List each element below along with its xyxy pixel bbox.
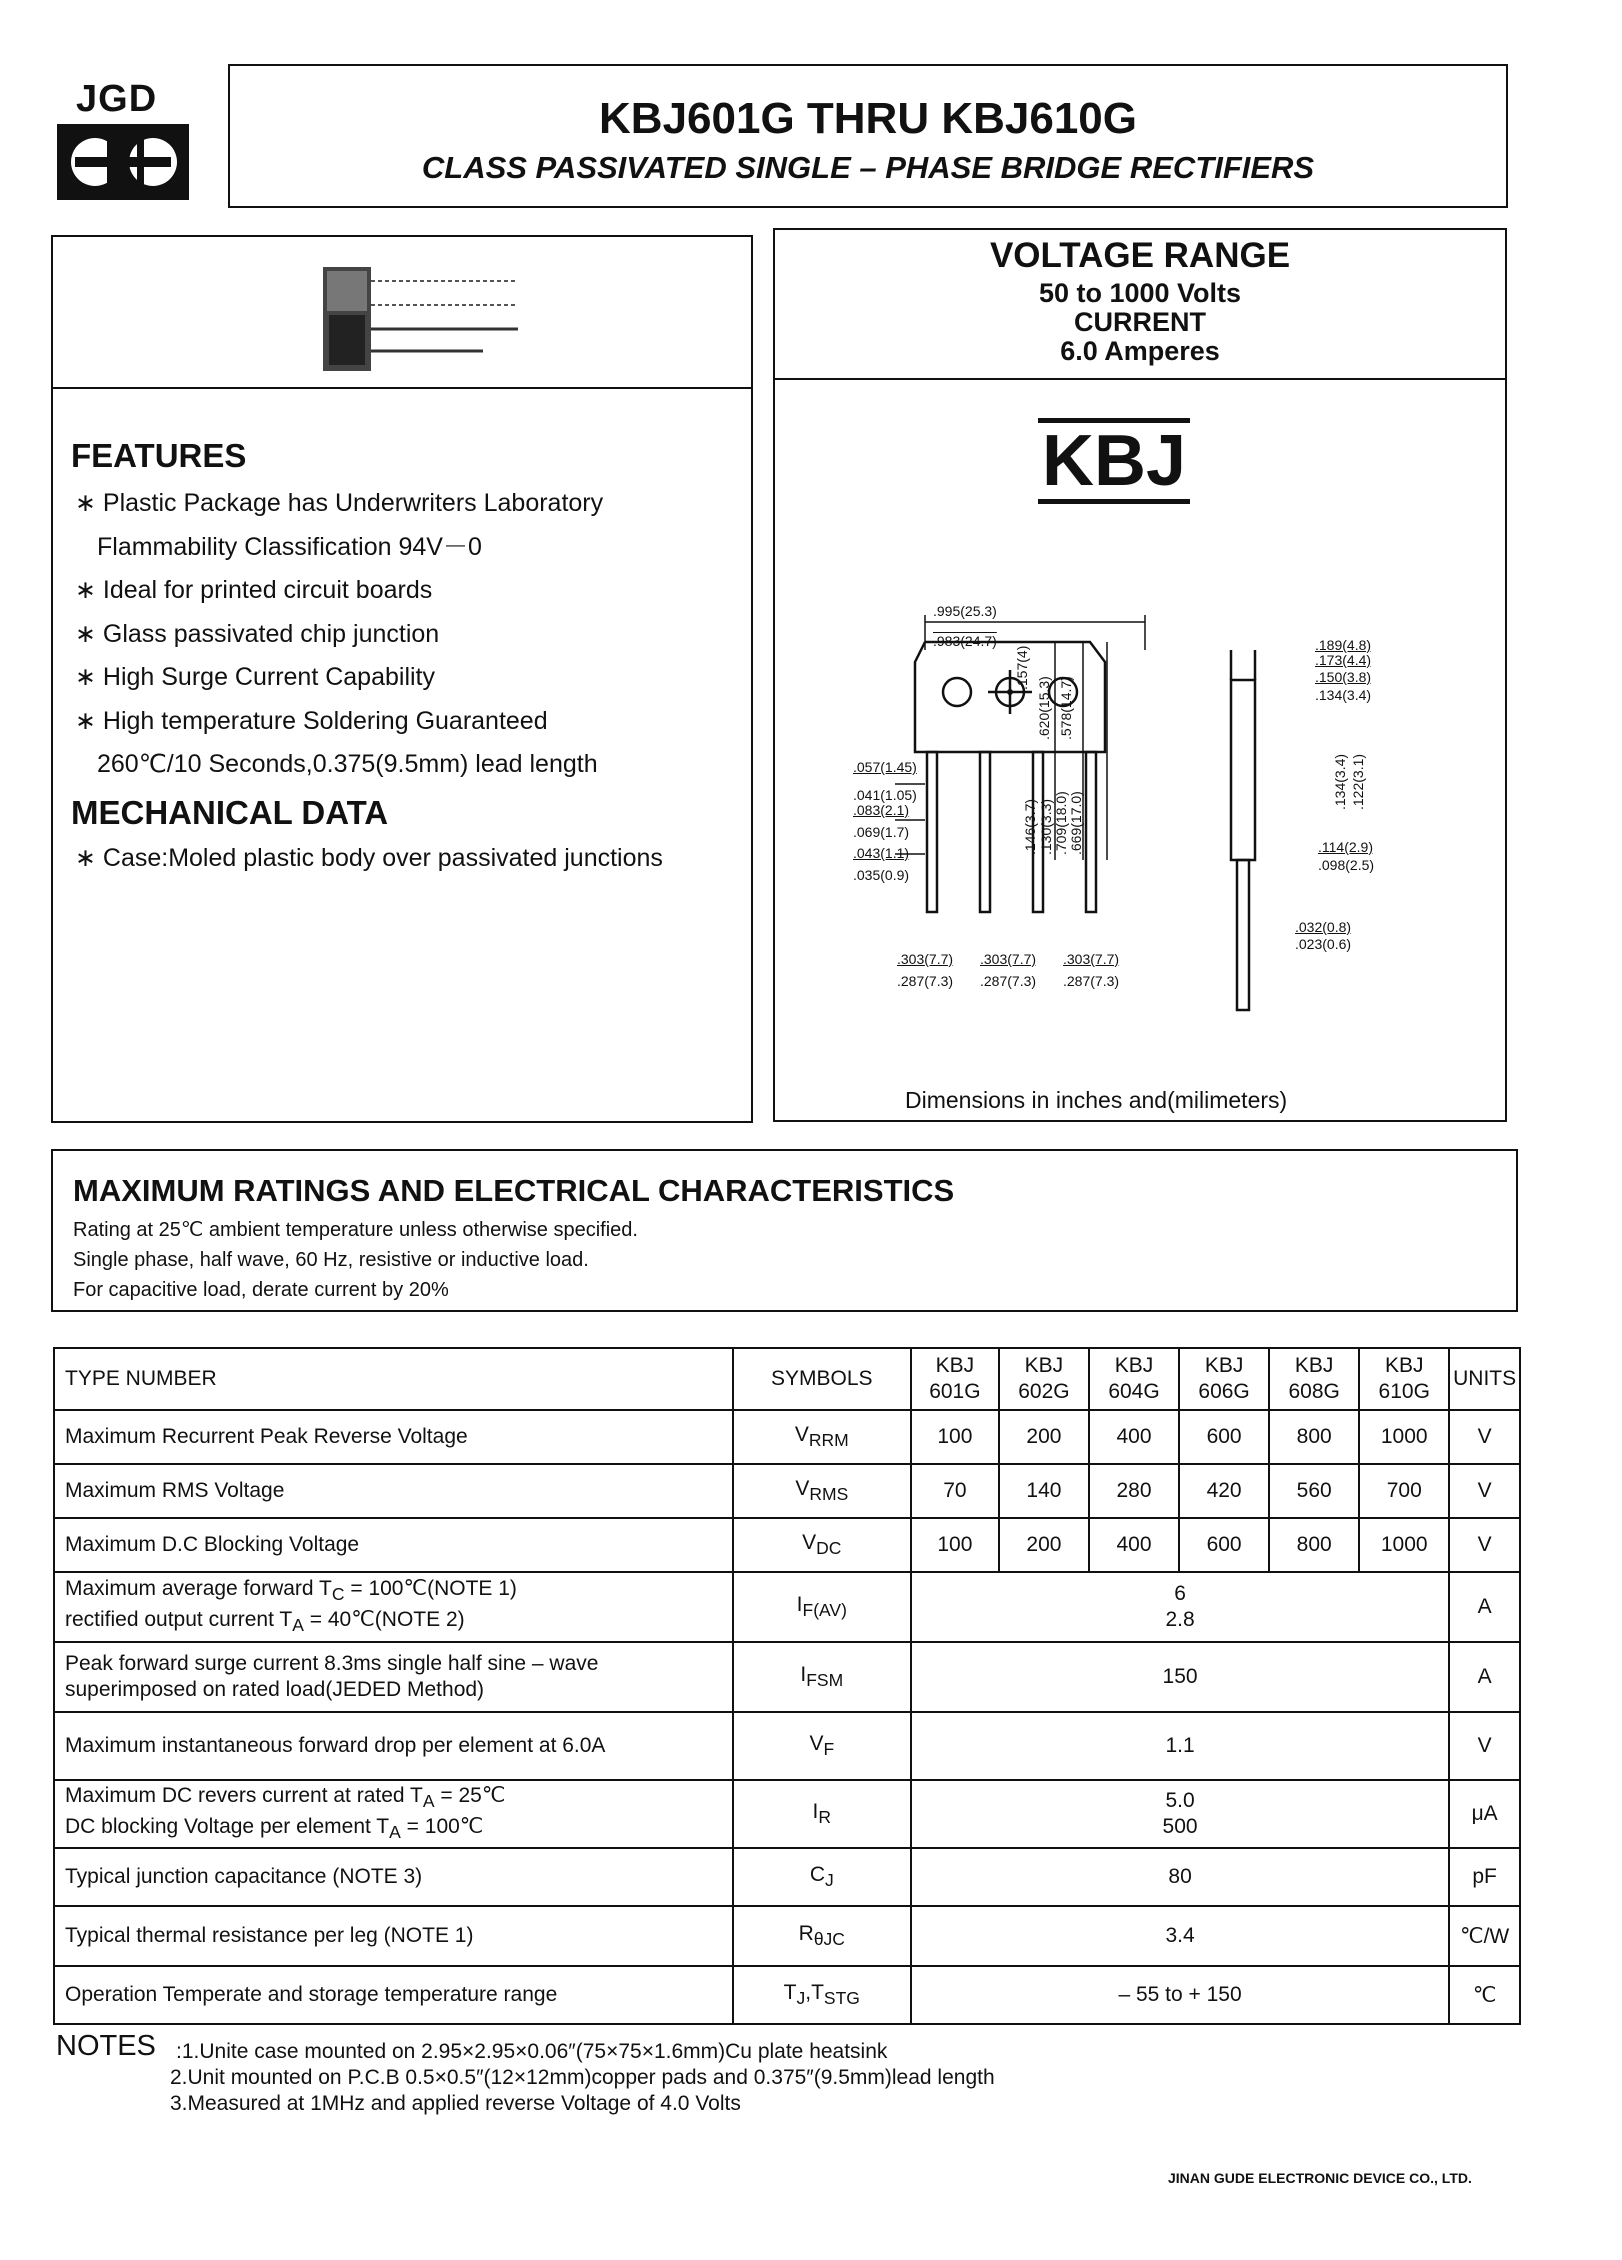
dim-label: .130(3.3) — [1038, 798, 1054, 855]
dim-label: .620(15.3) — [1036, 676, 1052, 740]
row-label: Typical thermal resistance per leg (NOTE 1) — [54, 1906, 733, 1966]
row-value: 140 — [999, 1464, 1089, 1518]
dim-label: .114(2.9) — [1318, 839, 1373, 855]
row-label: Maximum instantaneous forward drop per element at 6.0A — [54, 1712, 733, 1780]
row-unit: ℃/W — [1449, 1906, 1520, 1966]
dim-label: .669(17.0) — [1068, 791, 1084, 855]
header-model: KBJ 606G — [1179, 1348, 1269, 1410]
row-value: 1000 — [1359, 1410, 1449, 1464]
features-list — [75, 482, 735, 787]
table-row — [54, 1410, 1520, 1464]
row-value: 700 — [1359, 1464, 1449, 1518]
features-heading: FEATURES — [71, 437, 247, 474]
row-symbol: $R_{\theta JC}$ — [733, 1906, 911, 1966]
table-row — [54, 1966, 1520, 2024]
row-value: 80 — [911, 1848, 1449, 1906]
dim-label: .069(1.7) — [853, 824, 910, 840]
table-row — [54, 1906, 1520, 1966]
ratings-note: For capacitive load, derate current by 20% — [73, 1279, 449, 1301]
dim-label: .043(1.1) — [853, 845, 910, 861]
voltage-range-value: 50 to 1000 Volts — [1038, 278, 1242, 308]
dim-label: .134(3.4) — [1315, 687, 1372, 703]
ratings-note: Rating at 25℃ ambient temperature unless otherwise specified. — [73, 1219, 638, 1241]
dim-label: .134(3.4) — [1332, 753, 1348, 810]
row-symbol: $V_{RRM}$ — [733, 1410, 911, 1464]
note-item: 2.Unit mounted on P.C.B 0.5×0.5″(12×12mm)copper pads and 0.375″(9.5mm)lead length — [170, 2066, 995, 2089]
feature-item: ∗ Ideal for printed circuit boards — [75, 576, 433, 604]
row-value: 70 — [911, 1464, 999, 1518]
table-row — [54, 1642, 1520, 1712]
row-symbol: $T_J,T_{STG}$ — [733, 1966, 911, 2024]
brand-logo-icon — [55, 122, 191, 202]
package-side-drawing — [1215, 630, 1275, 1210]
brand-logo-text: JGD — [76, 78, 158, 120]
header-model: KBJ 608G — [1269, 1348, 1359, 1410]
row-symbol: $V_{RMS}$ — [733, 1464, 911, 1518]
ratings-box — [51, 1149, 1518, 1312]
feature-item: Flammability Classification 94V－0 — [97, 532, 482, 561]
header-model: KBJ 604G — [1089, 1348, 1179, 1410]
table-row — [54, 1712, 1520, 1780]
note-item: 3.Measured at 1MHz and applied reverse Voltage of 4.0 Volts — [170, 2092, 741, 2115]
ratings-note: Single phase, half wave, 60 Hz, resistive or inductive load. — [73, 1249, 589, 1271]
header-model: KBJ 610G — [1359, 1348, 1449, 1410]
row-value: 280 — [1089, 1464, 1179, 1518]
notes-heading: NOTES — [56, 2030, 156, 2062]
feature-item: ∗ High Surge Current Capability — [75, 663, 435, 691]
dim-label: .287(7.3) — [1063, 973, 1120, 989]
row-unit: A — [1449, 1572, 1520, 1642]
row-symbol: $I_{F(AV)}$ — [733, 1572, 911, 1642]
row-value: 3.4 — [911, 1906, 1449, 1966]
dim-label: .150(3.8) — [1315, 669, 1372, 685]
note-item: :1.Unite case mounted on 2.95×2.95×0.06″(75×75×1.6mm)Cu plate heatsink — [176, 2040, 888, 2063]
dim-label: .983(24.7) — [933, 633, 997, 649]
dim-label: .287(7.3) — [897, 973, 954, 989]
row-label: Operation Temperate and storage temperature range — [54, 1966, 733, 2024]
row-value: 600 — [1179, 1410, 1269, 1464]
row-label: Maximum average forward $T_C$ = 100℃(NOTE 1) rectified output current $T_A$ = 40℃(NOTE 2) — [54, 1572, 733, 1642]
feature-item: ∗ Glass passivated chip junction — [75, 619, 440, 648]
row-symbol: $I_R$ — [733, 1780, 911, 1848]
dim-label: .173(4.4) — [1315, 652, 1372, 668]
image-divider — [53, 387, 751, 389]
row-value: 800 — [1269, 1410, 1359, 1464]
header-units: UNITS — [1449, 1348, 1520, 1410]
row-label: Typical junction capacitance (NOTE 3) — [54, 1848, 733, 1906]
dim-label: .995(25.3) — [933, 603, 997, 619]
feature-item: ∗ High temperature Soldering Guaranteed — [75, 706, 548, 735]
package-name: KBJ — [1038, 418, 1190, 504]
table-row — [54, 1464, 1520, 1518]
dim-label: .032(0.8) — [1295, 919, 1352, 935]
row-label: Maximum RMS Voltage — [54, 1464, 733, 1518]
row-value: 100 — [911, 1518, 999, 1572]
row-value: 6 2.8 — [911, 1572, 1449, 1642]
ratings-heading: MAXIMUM RATINGS AND ELECTRICAL CHARACTERISTICS — [73, 1173, 955, 1208]
row-symbol: $V_{DC}$ — [733, 1518, 911, 1572]
row-unit: V — [1449, 1410, 1520, 1464]
features-panel — [51, 235, 753, 1123]
footer-company: JINAN GUDE ELECTRONIC DEVICE CO., LTD. — [1168, 2170, 1472, 2186]
row-label: Maximum Recurrent Peak Reverse Voltage — [54, 1410, 733, 1464]
feature-item: 260℃/10 Seconds,0.375(9.5mm) lead length — [97, 750, 598, 778]
row-unit: pF — [1449, 1848, 1520, 1906]
row-unit: V — [1449, 1518, 1520, 1572]
header-symbols: SYMBOLS — [733, 1348, 911, 1410]
row-value: 1.1 — [911, 1712, 1449, 1780]
dim-label: .303(7.7) — [897, 951, 954, 967]
dimensions-caption: Dimensions in inches and(milimeters) — [905, 1087, 1288, 1113]
mechanical-heading: MECHANICAL DATA — [71, 794, 389, 831]
dim-label: .189(4.8) — [1315, 637, 1372, 653]
dim-label: .083(2.1) — [853, 802, 910, 818]
row-value: 1000 — [1359, 1518, 1449, 1572]
dim-label: .287(7.3) — [980, 973, 1037, 989]
row-label: Peak forward surge current 8.3ms single half sine – wave superimposed on rated load(JEDED Method) — [54, 1642, 733, 1712]
voltage-range-heading: VOLTAGE RANGE — [989, 236, 1291, 275]
ratings-table — [53, 1347, 1521, 2025]
row-value: 200 — [999, 1410, 1089, 1464]
dim-label: .023(0.6) — [1295, 936, 1352, 952]
dim-label: .303(7.7) — [1063, 951, 1120, 967]
row-value: 560 — [1269, 1464, 1359, 1518]
row-symbol: $V_F$ — [733, 1712, 911, 1780]
row-value: 100 — [911, 1410, 999, 1464]
dim-label: .303(7.7) — [980, 951, 1037, 967]
row-value: 600 — [1179, 1518, 1269, 1572]
row-unit: μA — [1449, 1780, 1520, 1848]
row-value: 800 — [1269, 1518, 1359, 1572]
row-value: 150 — [911, 1642, 1449, 1712]
specs-panel — [773, 228, 1507, 1122]
row-unit: V — [1449, 1712, 1520, 1780]
dim-label: .146(3.7) — [1022, 798, 1038, 855]
row-unit: A — [1449, 1642, 1520, 1712]
dim-label: .041(1.05) — [853, 787, 917, 803]
title-box — [228, 64, 1508, 208]
header-model: KBJ 602G — [999, 1348, 1089, 1410]
row-label: Maximum DC revers current at rated $T_A$ = 25℃ DC blocking Voltage per element $T_A$ = 100℃ — [54, 1780, 733, 1848]
row-symbol: $I_{FSM}$ — [733, 1642, 911, 1712]
row-value: 400 — [1089, 1518, 1179, 1572]
page-title: KBJ601G THRU KBJ610G — [599, 94, 1137, 143]
table-row — [54, 1572, 1520, 1642]
header-model: KBJ 601G — [911, 1348, 999, 1410]
product-photo — [323, 265, 523, 375]
row-symbol: $C_J$ — [733, 1848, 911, 1906]
current-value: 6.0 Amperes — [1060, 336, 1220, 366]
row-value: 420 — [1179, 1464, 1269, 1518]
dim-label: .098(2.5) — [1318, 857, 1375, 873]
row-label: Maximum D.C Blocking Voltage — [54, 1518, 733, 1572]
current-heading: CURRENT — [1074, 307, 1206, 337]
dim-label: .035(0.9) — [853, 867, 910, 883]
feature-item: ∗ Plastic Package has Underwriters Laboratory — [75, 489, 604, 517]
table-header-row — [54, 1348, 1520, 1410]
row-value: – 55 to + 150 — [911, 1966, 1449, 2024]
dim-label: .057(1.45) — [853, 759, 917, 775]
row-unit: ℃ — [1449, 1966, 1520, 2024]
mechanical-item: ∗ Case:Moled plastic body over passivated junctions — [75, 844, 663, 872]
dim-label: .578(14.7) — [1058, 676, 1074, 740]
dim-label: .157(4) — [1014, 645, 1030, 690]
table-row — [54, 1848, 1520, 1906]
range-divider — [775, 378, 1505, 380]
page-subtitle: CLASS PASSIVATED SINGLE – PHASE BRIDGE RECTIFIERS — [421, 150, 1315, 185]
table-row — [54, 1780, 1520, 1848]
dim-label: .122(3.1) — [1350, 753, 1366, 810]
header-type: TYPE NUMBER — [54, 1348, 733, 1410]
row-unit: V — [1449, 1464, 1520, 1518]
row-value: 200 — [999, 1518, 1089, 1572]
row-value: 5.0 500 — [911, 1780, 1449, 1848]
row-value: 400 — [1089, 1410, 1179, 1464]
table-row — [54, 1518, 1520, 1572]
dim-label: .709(18.0) — [1053, 791, 1069, 855]
